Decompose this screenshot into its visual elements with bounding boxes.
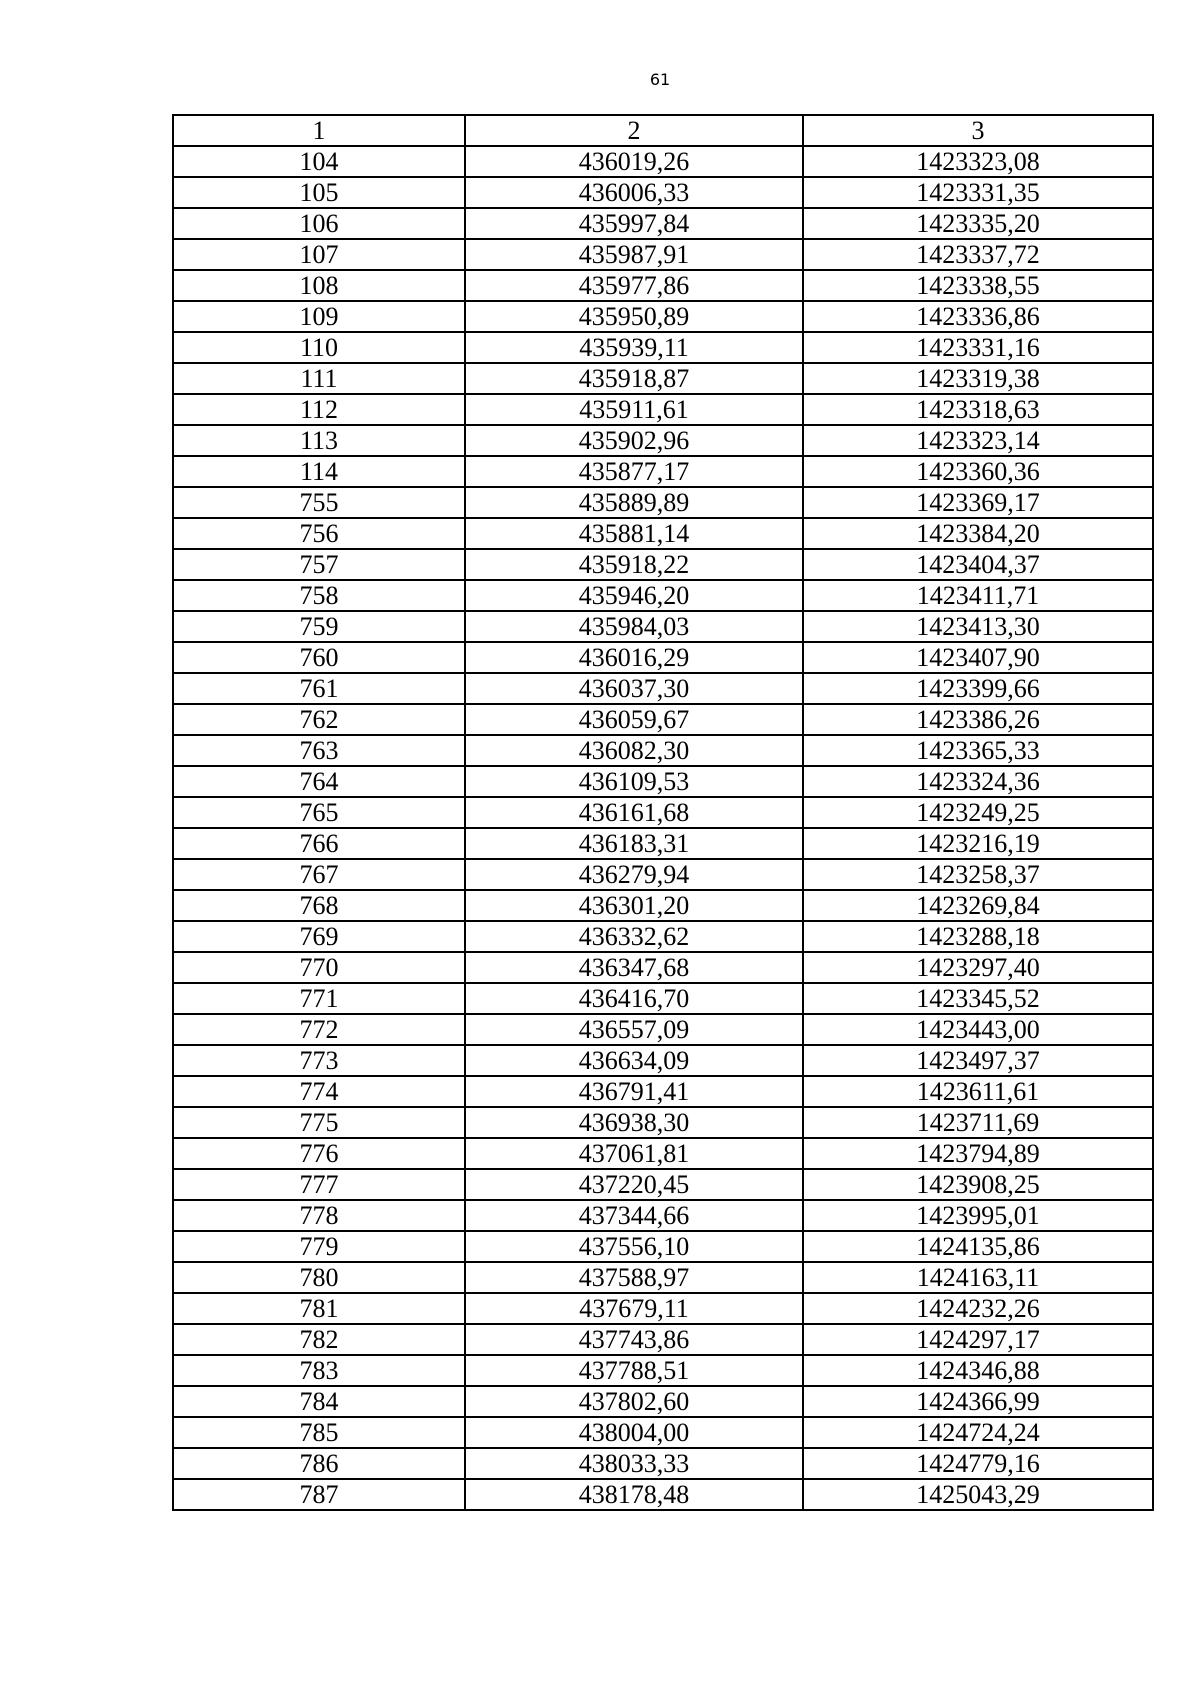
table-cell-col1: 769 — [173, 921, 465, 952]
table-cell-col1: 106 — [173, 208, 465, 239]
table-cell-col2: 437679,11 — [465, 1293, 803, 1324]
table-cell-col1: 783 — [173, 1355, 465, 1386]
table-cell-col2: 435977,86 — [465, 270, 803, 301]
table-cell-col2: 435881,14 — [465, 518, 803, 549]
table-cell-col2: 435911,61 — [465, 394, 803, 425]
table-row — [173, 1355, 1153, 1386]
table-cell-col3: 1423323,08 — [803, 146, 1153, 177]
table-row — [173, 921, 1153, 952]
table-cell-col1: 767 — [173, 859, 465, 890]
table-row — [173, 239, 1153, 270]
table-cell-col2: 435939,11 — [465, 332, 803, 363]
table-cell-col2: 436938,30 — [465, 1107, 803, 1138]
table-row — [173, 1293, 1153, 1324]
table-cell-col1: 777 — [173, 1169, 465, 1200]
table-cell-col3: 1423337,72 — [803, 239, 1153, 270]
table-cell-col1: 764 — [173, 766, 465, 797]
table-cell-col1: 757 — [173, 549, 465, 580]
table-cell-col3: 1423411,71 — [803, 580, 1153, 611]
table-cell-col3: 1423404,37 — [803, 549, 1153, 580]
table-cell-col1: 775 — [173, 1107, 465, 1138]
table-row — [173, 1417, 1153, 1448]
table-cell-col2: 435987,91 — [465, 239, 803, 270]
table-cell-col2: 437743,86 — [465, 1324, 803, 1355]
table-cell-col1: 766 — [173, 828, 465, 859]
table-cell-col2: 436016,29 — [465, 642, 803, 673]
table-cell-col2: 436019,26 — [465, 146, 803, 177]
table-cell-col2: 437556,10 — [465, 1231, 803, 1262]
table-cell-col2: 438004,00 — [465, 1417, 803, 1448]
table-cell-col3: 1423338,55 — [803, 270, 1153, 301]
table-cell-col1: 114 — [173, 456, 465, 487]
table-cell-col1: 768 — [173, 890, 465, 921]
table-row — [173, 301, 1153, 332]
table-row — [173, 1045, 1153, 1076]
table-cell-col2: 436109,53 — [465, 766, 803, 797]
table-cell-col3: 1423319,38 — [803, 363, 1153, 394]
table-row — [173, 828, 1153, 859]
table-body — [173, 146, 1153, 1510]
table-cell-col2: 436183,31 — [465, 828, 803, 859]
table-cell-col2: 436347,68 — [465, 952, 803, 983]
table-row — [173, 456, 1153, 487]
table-cell-col2: 437061,81 — [465, 1138, 803, 1169]
table-cell-col3: 1423335,20 — [803, 208, 1153, 239]
table-cell-col1: 778 — [173, 1200, 465, 1231]
table-cell-col3: 1423908,25 — [803, 1169, 1153, 1200]
table-cell-col3: 1423323,14 — [803, 425, 1153, 456]
table-row — [173, 580, 1153, 611]
table-row — [173, 735, 1153, 766]
table-cell-col3: 1423413,30 — [803, 611, 1153, 642]
table-cell-col1: 759 — [173, 611, 465, 642]
table-cell-col3: 1423297,40 — [803, 952, 1153, 983]
table-row — [173, 1324, 1153, 1355]
table-cell-col3: 1423443,00 — [803, 1014, 1153, 1045]
table-cell-col1: 761 — [173, 673, 465, 704]
table-cell-col3: 1424724,24 — [803, 1417, 1153, 1448]
table-cell-col2: 435889,89 — [465, 487, 803, 518]
table-cell-col2: 437788,51 — [465, 1355, 803, 1386]
table-cell-col3: 1423369,17 — [803, 487, 1153, 518]
table-cell-col2: 437588,97 — [465, 1262, 803, 1293]
table-cell-col2: 437802,60 — [465, 1386, 803, 1417]
table-cell-col1: 111 — [173, 363, 465, 394]
table-cell-col2: 435950,89 — [465, 301, 803, 332]
table-row — [173, 270, 1153, 301]
table-cell-col2: 435918,87 — [465, 363, 803, 394]
table-row — [173, 332, 1153, 363]
table-cell-col2: 436416,70 — [465, 983, 803, 1014]
table-row — [173, 549, 1153, 580]
table-row — [173, 1262, 1153, 1293]
table-cell-col3: 1423336,86 — [803, 301, 1153, 332]
table-cell-col2: 436082,30 — [465, 735, 803, 766]
table-cell-col2: 436279,94 — [465, 859, 803, 890]
table-cell-col3: 1425043,29 — [803, 1479, 1153, 1510]
table-cell-col3: 1423497,37 — [803, 1045, 1153, 1076]
table-cell-col1: 787 — [173, 1479, 465, 1510]
table-row — [173, 642, 1153, 673]
table-cell-col1: 107 — [173, 239, 465, 270]
table-cell-col1: 770 — [173, 952, 465, 983]
table-row — [173, 177, 1153, 208]
table-row — [173, 394, 1153, 425]
table-cell-col1: 784 — [173, 1386, 465, 1417]
table-row — [173, 518, 1153, 549]
table-row — [173, 1448, 1153, 1479]
table-cell-col2: 435997,84 — [465, 208, 803, 239]
table-cell-col3: 1423331,35 — [803, 177, 1153, 208]
table-row — [173, 704, 1153, 735]
table-cell-col1: 756 — [173, 518, 465, 549]
table-cell-col3: 1423384,20 — [803, 518, 1153, 549]
table-cell-col1: 786 — [173, 1448, 465, 1479]
table-row — [173, 425, 1153, 456]
table-row — [173, 1107, 1153, 1138]
table-cell-col3: 1424163,11 — [803, 1262, 1153, 1293]
table-cell-col3: 1423269,84 — [803, 890, 1153, 921]
table-cell-col1: 105 — [173, 177, 465, 208]
table-header — [173, 115, 1153, 146]
table-row — [173, 208, 1153, 239]
table-cell-col3: 1423365,33 — [803, 735, 1153, 766]
table-row — [173, 363, 1153, 394]
table-cell-col1: 780 — [173, 1262, 465, 1293]
table-cell-col2: 435984,03 — [465, 611, 803, 642]
table-row — [173, 487, 1153, 518]
table-row — [173, 1076, 1153, 1107]
table-row — [173, 1479, 1153, 1510]
table-cell-col2: 436059,67 — [465, 704, 803, 735]
table-row — [173, 797, 1153, 828]
table-cell-col2: 436006,33 — [465, 177, 803, 208]
header-cell-1: 1 — [173, 115, 465, 146]
table-cell-col1: 785 — [173, 1417, 465, 1448]
table-cell-col2: 436557,09 — [465, 1014, 803, 1045]
coordinates-table — [172, 114, 1154, 1511]
table-row — [173, 1200, 1153, 1231]
table-row — [173, 766, 1153, 797]
table-cell-col2: 436791,41 — [465, 1076, 803, 1107]
table-row — [173, 1169, 1153, 1200]
table-cell-col1: 112 — [173, 394, 465, 425]
table-cell-col3: 1424366,99 — [803, 1386, 1153, 1417]
header-cell-3: 3 — [803, 115, 1153, 146]
table-cell-col1: 762 — [173, 704, 465, 735]
table-cell-col3: 1423611,61 — [803, 1076, 1153, 1107]
table-cell-col3: 1424346,88 — [803, 1355, 1153, 1386]
table-cell-col3: 1423399,66 — [803, 673, 1153, 704]
page-number: 61 — [649, 70, 671, 89]
table-cell-col2: 435946,20 — [465, 580, 803, 611]
table-cell-col3: 1423345,52 — [803, 983, 1153, 1014]
table-cell-col3: 1423288,18 — [803, 921, 1153, 952]
table-cell-col1: 781 — [173, 1293, 465, 1324]
table-cell-col1: 763 — [173, 735, 465, 766]
table-row — [173, 952, 1153, 983]
table-cell-col1: 772 — [173, 1014, 465, 1045]
table-cell-col1: 774 — [173, 1076, 465, 1107]
header-row — [173, 115, 1153, 146]
table-cell-col3: 1423995,01 — [803, 1200, 1153, 1231]
table-cell-col1: 776 — [173, 1138, 465, 1169]
table-row — [173, 1231, 1153, 1262]
table-cell-col1: 758 — [173, 580, 465, 611]
table-cell-col3: 1424135,86 — [803, 1231, 1153, 1262]
table-cell-col2: 435902,96 — [465, 425, 803, 456]
table-cell-col2: 437344,66 — [465, 1200, 803, 1231]
table-cell-col2: 438033,33 — [465, 1448, 803, 1479]
table-cell-col2: 436037,30 — [465, 673, 803, 704]
table-cell-col1: 110 — [173, 332, 465, 363]
table-cell-col1: 108 — [173, 270, 465, 301]
table-cell-col1: 771 — [173, 983, 465, 1014]
table-cell-col2: 435918,22 — [465, 549, 803, 580]
table-row — [173, 146, 1153, 177]
table-cell-col3: 1423331,16 — [803, 332, 1153, 363]
table-row — [173, 1138, 1153, 1169]
table-cell-col2: 436301,20 — [465, 890, 803, 921]
table-cell-col1: 779 — [173, 1231, 465, 1262]
table-cell-col3: 1423216,19 — [803, 828, 1153, 859]
table-row — [173, 859, 1153, 890]
table-cell-col3: 1423324,36 — [803, 766, 1153, 797]
table-cell-col3: 1423711,69 — [803, 1107, 1153, 1138]
table-cell-col2: 436634,09 — [465, 1045, 803, 1076]
table-cell-col2: 436332,62 — [465, 921, 803, 952]
table-cell-col2: 437220,45 — [465, 1169, 803, 1200]
table-cell-col3: 1424232,26 — [803, 1293, 1153, 1324]
table-cell-col3: 1423249,25 — [803, 797, 1153, 828]
table-cell-col3: 1423258,37 — [803, 859, 1153, 890]
table-row — [173, 890, 1153, 921]
table-cell-col1: 760 — [173, 642, 465, 673]
table-cell-col1: 113 — [173, 425, 465, 456]
table-cell-col3: 1424779,16 — [803, 1448, 1153, 1479]
table-cell-col3: 1424297,17 — [803, 1324, 1153, 1355]
table-row — [173, 983, 1153, 1014]
table-row — [173, 1014, 1153, 1045]
table-cell-col1: 104 — [173, 146, 465, 177]
table-row — [173, 611, 1153, 642]
table-cell-col3: 1423360,36 — [803, 456, 1153, 487]
table-cell-col1: 109 — [173, 301, 465, 332]
table-cell-col2: 436161,68 — [465, 797, 803, 828]
table-cell-col2: 438178,48 — [465, 1479, 803, 1510]
table-cell-col2: 435877,17 — [465, 456, 803, 487]
table-cell-col1: 782 — [173, 1324, 465, 1355]
table-cell-col3: 1423386,26 — [803, 704, 1153, 735]
header-cell-2: 2 — [465, 115, 803, 146]
table-cell-col3: 1423318,63 — [803, 394, 1153, 425]
table-cell-col1: 755 — [173, 487, 465, 518]
table-cell-col1: 765 — [173, 797, 465, 828]
table-row — [173, 1386, 1153, 1417]
table-cell-col3: 1423407,90 — [803, 642, 1153, 673]
table-cell-col1: 773 — [173, 1045, 465, 1076]
table-cell-col3: 1423794,89 — [803, 1138, 1153, 1169]
table-row — [173, 673, 1153, 704]
